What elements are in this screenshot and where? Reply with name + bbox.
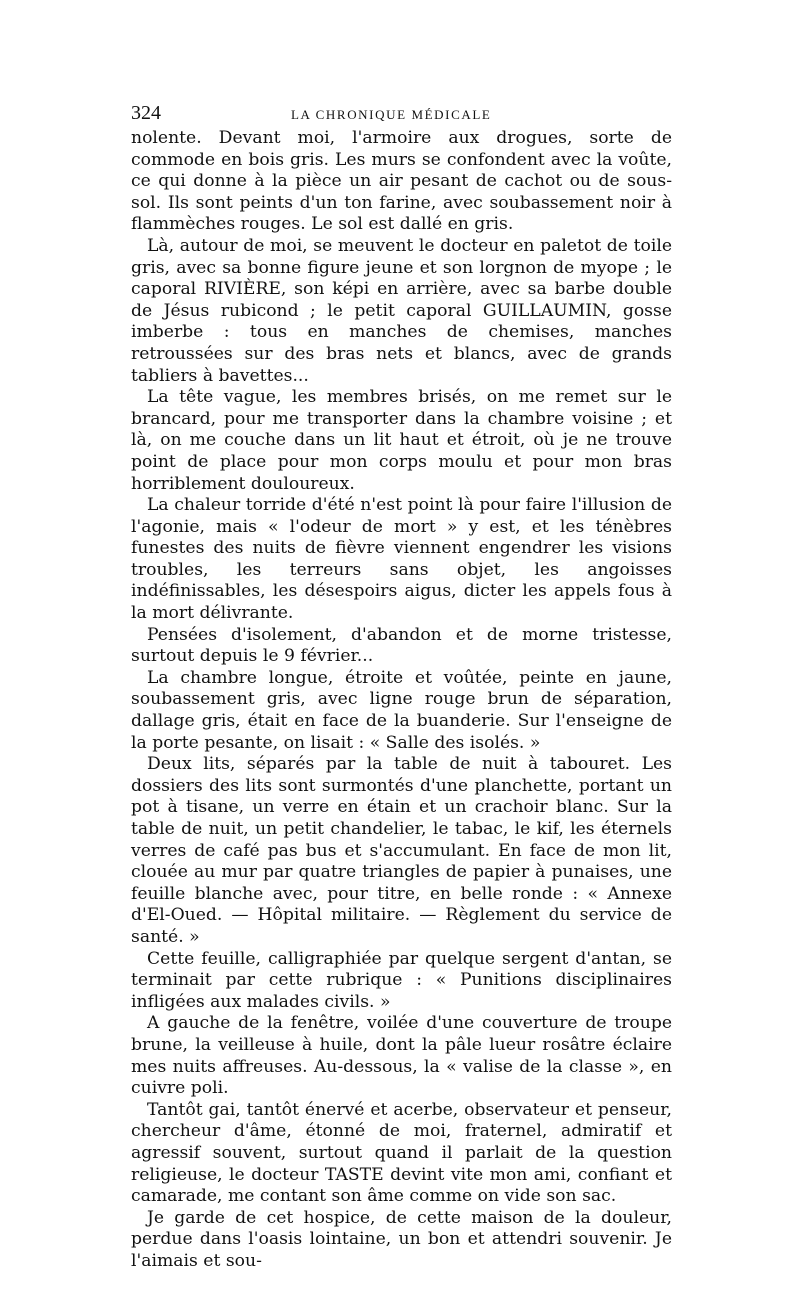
paragraph: Deux lits, séparés par la table de nuit à tabouret. Les dossiers des lits sont surmontés d'une planchette, portant un pot à tisane, un verre en étain et un crachoir blanc. Sur la table de nuit, un petit chandelier, le tabac, le kif, les éternels verres de café pas bus et s'accumulant. En face de mon lit, clouée au mur par quatre triangles de papier à punaises, une feuille blanche avec, pour titre, en belle ronde : « Annexe d'El-Oued. — Hôpital militaire. — Règlement du service de santé. »: [131, 754, 672, 947]
paragraph: Cette feuille, calligraphiée par quelque sergent d'antan, se terminait par cette rubrique : « Punitions disciplinaires infligées aux malades civils. »: [131, 948, 672, 1012]
paragraph: Pensées d'isolement, d'abandon et de morne tristesse, surtout depuis le 9 février...: [131, 624, 672, 667]
journal-title: LA CHRONIQUE MÉDICALE: [291, 107, 492, 122]
book-page: [131, 100, 672, 1272]
paragraph: Tantôt gai, tantôt énervé et acerbe, observateur et penseur, chercheur d'âme, étonné de moi, fraternel, admiratif et agressif souvent, surtout quand il parlait de la question religieuse, le docteur TASTE devint vite mon ami, confiant et camarade, me contant son âme comme on vide son sac.: [131, 1099, 672, 1207]
body-text: [131, 128, 672, 1272]
paragraph: La tête vague, les membres brisés, on me remet sur le brancard, pour me transporter dans la chambre voisine ; et là, on me couche dans un lit haut et étroit, où je ne trouve point de place pour mon corps moulu et pour mon bras horriblement douloureux.: [131, 387, 672, 494]
page-number: 324: [131, 102, 161, 124]
running-header: [131, 100, 672, 126]
paragraph: La chaleur torride d'été n'est point là pour faire l'illusion de l'agonie, mais « l'odeur de mort » y est, et les ténèbres funestes des nuits de fièvre viennent engendrer les visions troubles, les terreurs sans objet, les angoisses indéfinissables, les désespoirs aigus, dicter les appels fous à la mort délivrante.: [131, 495, 672, 624]
paragraph: Je garde de cet hospice, de cette maison de la douleur, perdue dans l'oasis lointaine, un bon et attendri souvenir. Je l'aimais et sou-: [131, 1207, 672, 1271]
paragraph: nolente. Devant moi, l'armoire aux drogues, sorte de commode en bois gris. Les murs se confondent avec la voûte, ce qui donne à la pièce un air pesant de cachot ou de sous-sol. Ils sont peints d'un ton farine, avec soubassement noir à flammèches rouges. Le sol est dallé en gris.: [131, 128, 672, 235]
paragraph: A gauche de la fenêtre, voilée d'une couverture de troupe brune, la veilleuse à huile, dont la pâle lueur rosâtre éclaire mes nuits affreuses. Au-dessous, la « valise de la classe », en cuivre poli.: [131, 1013, 672, 1099]
paragraph: Là, autour de moi, se meuvent le docteur en paletot de toile gris, avec sa bonne figure jeune et son lorgnon de myope ; le caporal RIVIÈRE, son képi en arrière, avec sa barbe double de Jésus rubicond ; le petit caporal GUILLAUMIN, gosse imberbe : tous en manches de chemises, manches retroussées sur des bras nets et blancs, avec de grands tabliers à bavettes...: [131, 235, 672, 386]
paragraph: La chambre longue, étroite et voûtée, peinte en jaune, soubassement gris, avec ligne rouge brun de séparation, dallage gris, était en face de la buanderie. Sur l'enseigne de la porte pesante, on lisait : « Salle des isolés. »: [131, 667, 672, 753]
